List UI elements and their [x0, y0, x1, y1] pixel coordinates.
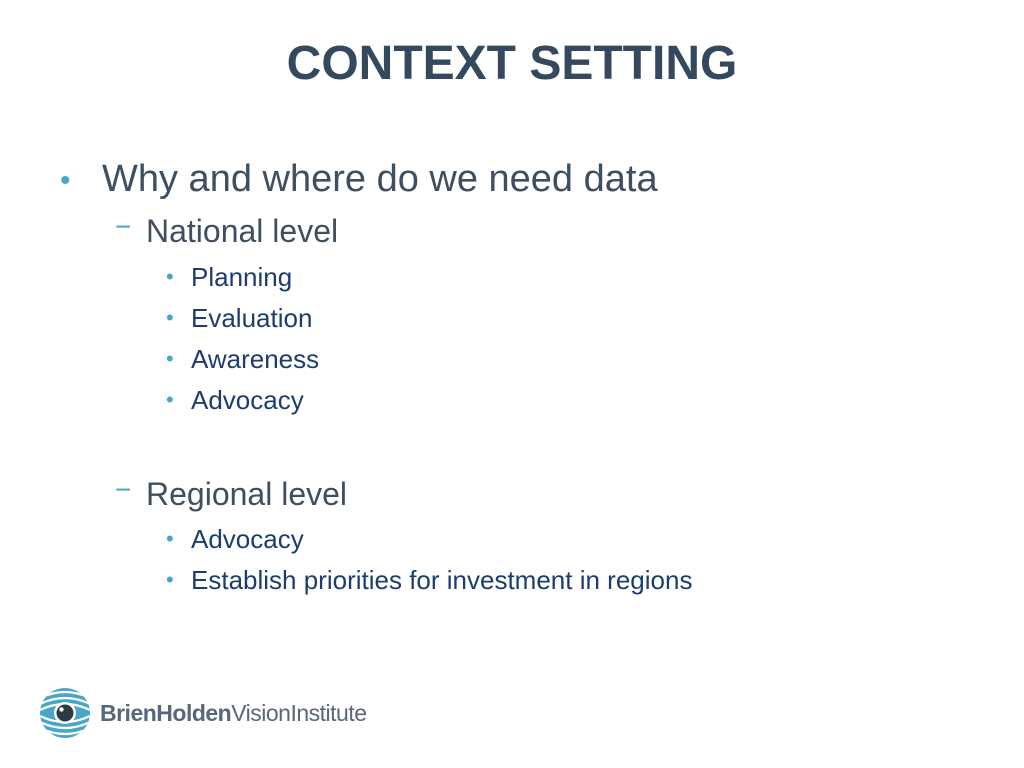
dash-marker: −	[115, 474, 132, 505]
section-heading-national: National level	[146, 213, 339, 249]
slide-title: CONTEXT SETTING	[286, 37, 738, 90]
list-item-text: Establish priorities for investment in regions	[191, 565, 693, 595]
sub-bullet-marker: •	[166, 526, 174, 551]
list-item-text: Planning	[191, 262, 293, 292]
sub-bullet-marker: •	[166, 346, 174, 371]
bullet-marker: •	[60, 164, 71, 197]
main-bullet-text: Why and where do we need data	[102, 158, 658, 200]
logo-wordmark	[100, 700, 367, 727]
section-heading-regional: Regional level	[146, 476, 348, 512]
list-item-text: Evaluation	[191, 303, 313, 333]
eye-logo-icon	[38, 686, 92, 740]
sub-bullet-marker: •	[166, 567, 174, 592]
logo-text-part1: BrienHolden	[100, 699, 232, 726]
brien-holden-logo	[38, 685, 367, 741]
dash-marker: −	[115, 211, 132, 242]
logo-text-part2: VisionInstitute	[231, 699, 367, 726]
sub-bullet-marker: •	[166, 264, 174, 289]
sub-bullet-marker: •	[166, 387, 174, 412]
list-item-text: Awareness	[191, 344, 320, 374]
list-item-text: Advocacy	[191, 385, 304, 415]
list-item-text: Advocacy	[191, 524, 304, 554]
sub-bullet-marker: •	[166, 305, 174, 330]
